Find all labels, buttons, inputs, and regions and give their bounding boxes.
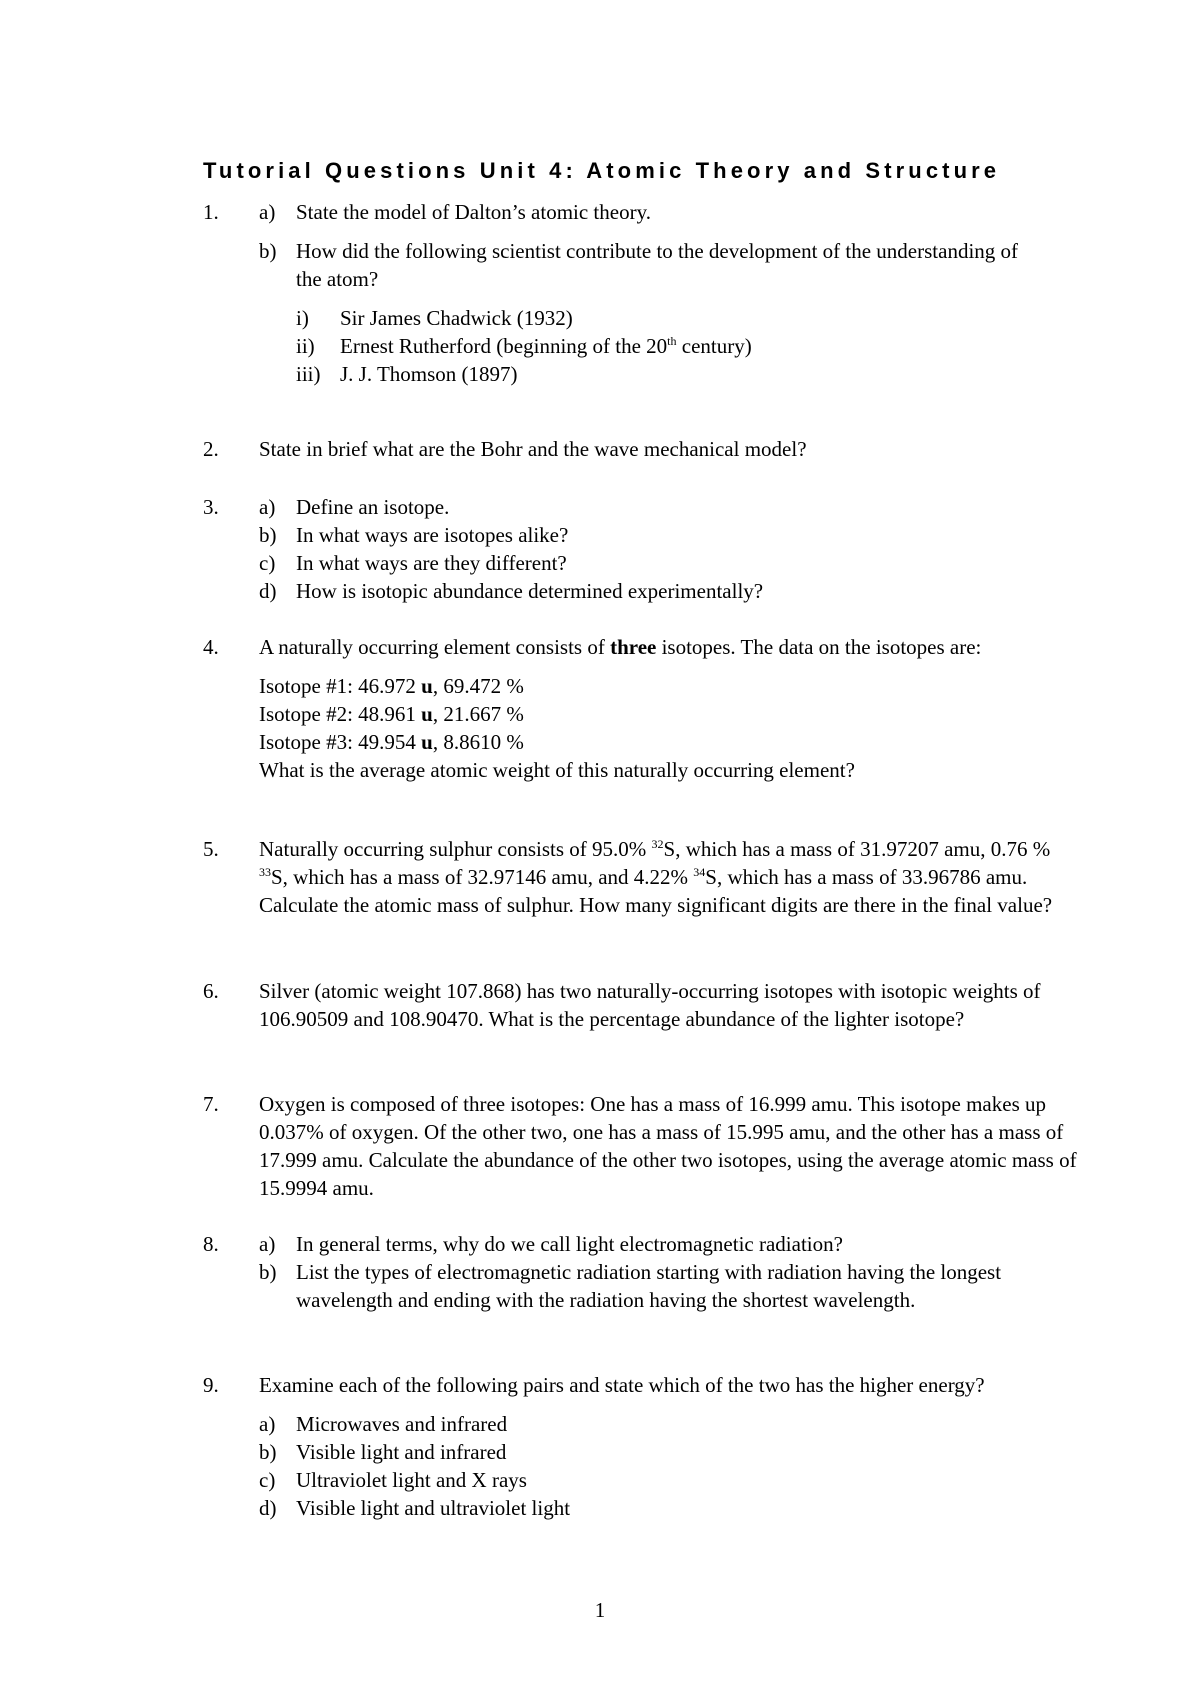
question-number: 5.: [203, 837, 219, 861]
question-text: Examine each of the following pairs and state which of the two has the higher energy?: [259, 1373, 985, 1397]
question-5: [203, 835, 1083, 919]
question-number: 1.: [203, 200, 219, 224]
page-title: Tutorial Questions Unit 4: Atomic Theory and Structure: [203, 158, 1001, 183]
list-item: [259, 549, 1083, 577]
item-text: Microwaves and infrared: [296, 1412, 508, 1436]
isotope-row: [259, 672, 1083, 700]
list-item: [259, 1494, 1083, 1522]
text-run: Isotope #3: 49.954: [259, 730, 422, 754]
isotope-row: [259, 700, 1083, 728]
item-label: b): [259, 523, 277, 547]
item-text: Ernest Rutherford (beginning of the 20: [340, 334, 668, 358]
item-label: i): [296, 306, 309, 330]
item-label: c): [259, 1468, 276, 1492]
item-text: Visible light and ultraviolet light: [296, 1496, 571, 1520]
sub-label: a): [259, 200, 276, 224]
unit: u: [421, 674, 433, 698]
question-number: 6.: [203, 979, 219, 1003]
item-text: J. J. Thomson (1897): [340, 362, 518, 386]
mass-number: 34: [693, 865, 706, 879]
mass-number: 33: [259, 865, 271, 879]
list-item: [259, 1410, 1083, 1438]
question-number: 3.: [203, 495, 219, 519]
question-9: [203, 1371, 1083, 1522]
text-run: , 69.472 %: [432, 674, 524, 698]
list-item: [259, 1466, 1083, 1494]
item-text: In general terms, why do we call light electromagnetic radiation?: [296, 1232, 843, 1256]
emphasis: three: [610, 635, 657, 659]
unit: u: [421, 702, 433, 726]
item-text: Ultraviolet light and X rays: [296, 1468, 527, 1492]
item-label: ii): [296, 334, 315, 358]
list-item: [259, 1438, 1083, 1466]
question-2: [203, 435, 1083, 463]
sub-question-1a: [259, 198, 1083, 226]
item-text: How is isotopic abundance determined experimentally?: [296, 579, 764, 603]
item-label: iii): [296, 362, 321, 386]
question-number: 7.: [203, 1092, 219, 1116]
question-number: 2.: [203, 437, 219, 461]
text-run: S, which has a mass of 32.97146 amu, and 4.22%: [271, 865, 694, 889]
question-number: 8.: [203, 1232, 219, 1256]
list-item: [259, 1230, 1083, 1258]
question-8: [203, 1230, 1083, 1314]
sub-text: State the model of Dalton’s atomic theory.: [296, 200, 651, 224]
ordinal-superscript: th: [667, 334, 677, 348]
item-label: a): [259, 1412, 276, 1436]
item-label: c): [259, 551, 276, 575]
question-text: [259, 633, 1083, 661]
list-item: [296, 332, 1083, 360]
page-number: 1: [594, 1598, 606, 1622]
question-text: [259, 835, 1083, 919]
text-run: A naturally occurring element consists of: [259, 635, 611, 659]
list-item: [296, 360, 1083, 388]
question-text: State in brief what are the Bohr and the wave mechanical model?: [259, 437, 807, 461]
text-run: S, which has a mass of 33.96786 amu. Calculate the atomic mass of sulphur. How many significant digits are there in the final value?: [259, 865, 1053, 917]
item-label: b): [259, 1260, 277, 1284]
unit: u: [421, 730, 433, 754]
question-number: 9.: [203, 1373, 219, 1397]
list-item: [259, 521, 1083, 549]
sub-text: How did the following scientist contribute to the development of the understanding of the atom?: [296, 239, 1019, 291]
question-text: What is the average atomic weight of this naturally occurring element?: [259, 758, 855, 782]
question-3: [203, 493, 1083, 605]
item-label: d): [259, 1496, 277, 1520]
item-text: century): [676, 334, 752, 358]
question-7: [203, 1090, 1083, 1202]
item-label: d): [259, 579, 277, 603]
question-number: 4.: [203, 635, 219, 659]
item-text: In what ways are isotopes alike?: [296, 523, 569, 547]
question-text: Oxygen is composed of three isotopes: One has a mass of 16.999 amu. This isotope makes up 0.037% of oxygen. Of the other two, one has a mass of 15.995 amu, and the other has a mass of 17.999 amu. Calculate the abundance of the other two isotopes, using the average atomic mass of 15.9994 amu.: [259, 1092, 1077, 1200]
item-text: Visible light and infrared: [296, 1440, 507, 1464]
item-text: Define an isotope.: [296, 495, 450, 519]
list-item: [296, 304, 1083, 332]
item-label: b): [259, 1440, 277, 1464]
question-6: [203, 977, 1083, 1033]
list-item: [259, 493, 1083, 521]
question-4: [203, 633, 1083, 784]
item-text: Sir James Chadwick (1932): [340, 306, 573, 330]
item-text: In what ways are they different?: [296, 551, 567, 575]
list-item: [259, 1258, 1083, 1314]
mass-number: 32: [651, 837, 664, 851]
list-item: [259, 577, 1083, 605]
text-run: Isotope #1: 46.972: [259, 674, 422, 698]
sub-question-1b: [259, 237, 1083, 293]
text-run: S, which has a mass of 31.97207 amu, 0.76 %: [663, 837, 1051, 861]
item-label: a): [259, 1232, 276, 1256]
text-run: Isotope #2: 48.961: [259, 702, 422, 726]
question-1: [203, 198, 1083, 388]
question-text: Silver (atomic weight 107.868) has two naturally-occurring isotopes with isotopic weights of 106.90509 and 108.90470. What is the percentage abundance of the lighter isotope?: [259, 979, 1041, 1031]
text-run: Naturally occurring sulphur consists of 95.0%: [259, 837, 652, 861]
text-run: isotopes. The data on the isotopes are:: [656, 635, 982, 659]
text-run: , 8.8610 %: [432, 730, 524, 754]
isotope-row: [259, 728, 1083, 756]
text-run: , 21.667 %: [432, 702, 524, 726]
item-label: a): [259, 495, 276, 519]
sub-label: b): [259, 239, 277, 263]
item-text: List the types of electromagnetic radiation starting with radiation having the longest wavelength and ending with the radiation having the shortest wavelength.: [296, 1260, 1002, 1312]
